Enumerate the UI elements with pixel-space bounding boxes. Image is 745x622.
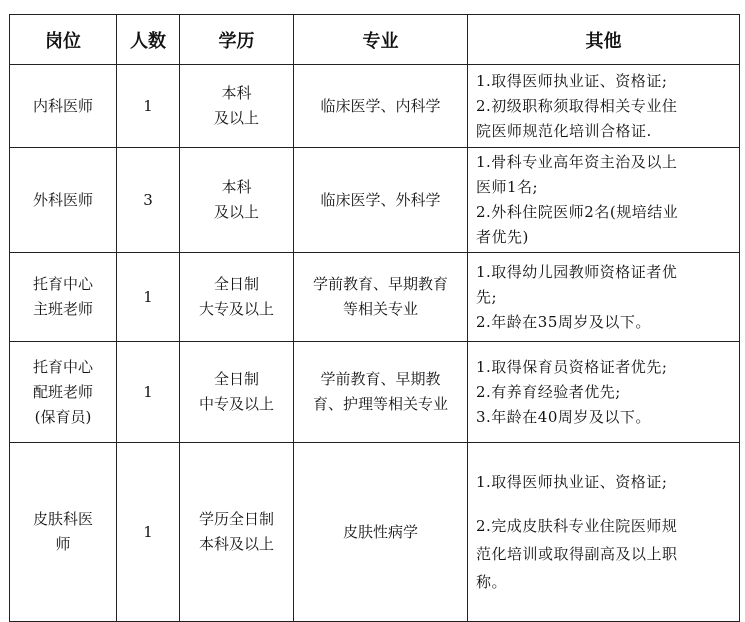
major-cell: [294, 443, 468, 622]
major-cell: [294, 342, 468, 443]
other-cell: [468, 148, 740, 253]
major-cell: [294, 148, 468, 253]
other-text: 1.取得医师执业证、资格证;: [476, 71, 668, 90]
position-text: 托育中心: [32, 357, 93, 376]
other-text: 1.取得幼儿园教师资格证者优: [476, 262, 678, 281]
position-text: 配班老师: [32, 382, 93, 401]
other-text: 医师1名;: [476, 178, 539, 196]
other-text: 2.年龄在35周岁及以下。: [476, 312, 651, 331]
position-cell: [10, 253, 117, 342]
other-cell: [468, 342, 740, 443]
position-cell: [10, 342, 117, 443]
position-cell: [10, 443, 117, 622]
table-row: [10, 443, 740, 622]
count-cell: 3: [117, 148, 180, 253]
header-row: [10, 15, 740, 65]
other-text: 3.年龄在40周岁及以下。: [476, 407, 651, 426]
education-text: 中专及以上: [198, 395, 274, 413]
position-text: 皮肤科医: [32, 510, 93, 528]
education-text: 全日制: [213, 275, 259, 293]
position-text: (保育员): [34, 407, 92, 426]
position-text: 师: [55, 535, 71, 553]
education-cell: [180, 65, 294, 148]
table-row: [10, 253, 740, 342]
education-text: 本科: [221, 84, 252, 102]
header-major: 专业: [294, 15, 468, 65]
major-text: 育、护理等相关专业: [312, 395, 448, 413]
header-count: 人数: [117, 15, 180, 65]
position-text: 托育中心: [32, 275, 93, 293]
major-text: 临床医学、内科学: [320, 96, 441, 115]
major-text: 等相关专业: [342, 300, 418, 318]
other-cell: [468, 253, 740, 342]
other-text: 2.初级职称须取得相关专业住: [476, 96, 678, 115]
other-text: 院医师规范化培训合格证.: [476, 121, 652, 140]
other-text: 1.取得医师执业证、资格证;: [476, 473, 668, 491]
education-cell: [180, 253, 294, 342]
major-text: 学前教育、早期教: [320, 370, 441, 388]
other-text: 1.取得保育员资格证者优先;: [476, 357, 668, 376]
education-cell: [180, 342, 294, 443]
education-text: 及以上: [213, 109, 259, 127]
education-text: 大专及以上: [198, 300, 274, 318]
education-text: 本科及以上: [198, 535, 274, 553]
other-text: 者优先): [476, 228, 529, 246]
major-text: 临床医学、外科学: [320, 190, 441, 209]
position-text: 外科医师: [32, 190, 93, 209]
position-text: 内科医师: [32, 96, 93, 115]
other-text: 2.完成皮肤科专业住院医师规: [476, 517, 678, 535]
other-text: 先;: [476, 287, 498, 306]
table-row: [10, 342, 740, 443]
position-cell: [10, 65, 117, 148]
header-education: 学历: [180, 15, 294, 65]
other-text: 2.有养育经验者优先;: [476, 382, 621, 401]
recruitment-table: [9, 14, 740, 622]
other-text: 2.外科住院医师2名(规培结业: [476, 203, 679, 221]
position-cell: [10, 148, 117, 253]
education-cell: [180, 148, 294, 253]
other-cell: [468, 443, 740, 622]
education-text: 全日制: [213, 370, 259, 388]
other-text: 范化培训或取得副高及以上职: [476, 545, 678, 563]
major-text: 皮肤性病学: [342, 522, 418, 541]
other-cell: [468, 65, 740, 148]
count-cell: 1: [117, 65, 180, 148]
major-text: 学前教育、早期教育: [312, 275, 448, 293]
other-text: 1.骨科专业高年资主治及以上: [476, 153, 678, 171]
education-cell: [180, 443, 294, 622]
major-cell: [294, 65, 468, 148]
table-row: [10, 148, 740, 253]
count-cell: 1: [117, 443, 180, 622]
header-position: 岗位: [10, 15, 117, 65]
education-text: 本科: [221, 178, 252, 196]
major-cell: [294, 253, 468, 342]
other-text: 称。: [476, 573, 508, 591]
education-text: 及以上: [213, 203, 259, 221]
position-text: 主班老师: [32, 300, 93, 318]
count-cell: 1: [117, 253, 180, 342]
header-other: 其他: [468, 15, 740, 65]
count-cell: 1: [117, 342, 180, 443]
education-text: 学历全日制: [198, 510, 274, 528]
table-row: [10, 65, 740, 148]
